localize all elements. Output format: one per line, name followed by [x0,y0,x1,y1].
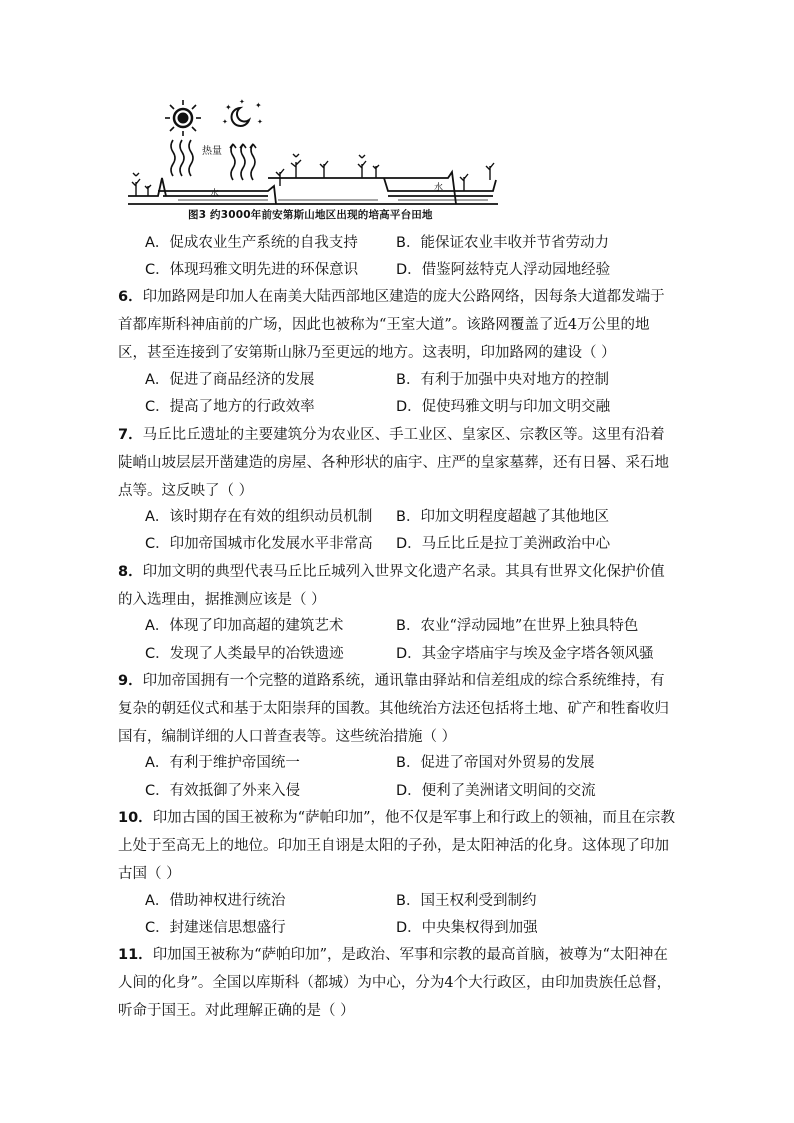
q8-stem: 8．印加文明的典型代表马丘比丘城列入世界文化遗产名录。其具有世界文化保护价值的入选理由，据推测应该是（ ） [118,564,665,608]
q6-stem: 6．印加路网是印加人在南美大陆西部地区建造的庞大公路网络，因每条大道都发端于首都库斯科神庙前的广场，因此也被称为“王室大道”。该路网覆盖了近4万公里的地区，甚至连接到了安第斯山脉乃至更远的地方。这表明，印加路网的建设（ ） [118,289,665,361]
q5-option-c[interactable]: C．体现玛雅文明先进的环保意识 [145,262,359,278]
q5-option-d[interactable]: D．借鉴阿兹特克人浮动园地经验 [396,262,611,278]
q6-option-b[interactable]: B．有利于加强中央对地方的控制 [396,372,609,388]
q10-option-b[interactable]: B．国王权利受到制约 [396,893,537,909]
q5-option-b[interactable]: B．能保证农业丰收并节省劳动力 [396,235,609,251]
q7-option-c[interactable]: C．印加帝国城市化发展水平非常高 [145,536,373,552]
q8-option-d[interactable]: D．其金字塔庙宇与埃及金字塔各领风骚 [396,646,654,662]
q10-option-d[interactable]: D．中央集权得到加强 [396,920,538,936]
svg-text:✦: ✦ [239,98,245,106]
svg-text:✦: ✦ [255,101,262,110]
q9-option-c[interactable]: C．有效抵御了外来入侵 [145,783,301,799]
q11-stem: 11．印加国王被称为“萨帕印加”，是政治、军事和宗教的最高首脑，被尊为“太阳神在人间的化身”。全国以库斯科（都城）为中心，分为4个大行政区，由印加贵族任总督，听命于国王。对此理解正确的是（ ） [118,947,672,1019]
water-label-right: 水 [434,183,444,193]
moon-icon [222,98,263,126]
q6-option-c[interactable]: C．提高了地方的行政效率 [145,399,315,415]
q7-option-a[interactable]: A．该时期存在有效的组织动员机制 [145,509,373,525]
svg-text:✦: ✦ [257,118,263,126]
q10-option-a[interactable]: A．借助神权进行统治 [145,893,286,909]
heat-label: 热量 [202,146,222,157]
figure-caption: 图3 约3000年前安第斯山地区出现的培高平台田地 [188,209,433,221]
q6-option-a[interactable]: A．促进了商品经济的发展 [145,372,315,388]
q10-stem: 10．印加古国的国王被称为“萨帕印加”，他不仅是军事上和行政上的领袖，而且在宗教上处于至高无上的地位。印加王自诩是太阳的子孙，是太阳神活的化身。这体现了印加古国（ ） [118,810,676,882]
q8-option-c[interactable]: C．发现了人类最早的冶铁遗迹 [145,646,344,662]
q10-option-c[interactable]: C．封建迷信思想盛行 [145,920,286,936]
q5-option-a[interactable]: A．促成农业生产系统的自我支持 [145,235,358,251]
q9-stem: 9．印加帝国拥有一个完整的道路系统，通讯靠由驿站和信差组成的综合系统维持，有复杂的朝廷仪式和基于太阳崇拜的国教。其他统治方法还包括将土地、矿产和牲畜收归国有，编制详细的人口普查表等。这些统治措施（ ） [118,673,669,745]
q8-option-b[interactable]: B．农业“浮动园地”在世界上独具特色 [396,618,639,634]
water-label-left: 水 [210,189,220,199]
q7-option-b[interactable]: B．印加文明程度超越了其他地区 [396,509,609,525]
q9-option-a[interactable]: A．有利于维护帝国统一 [145,755,300,771]
q8-option-a[interactable]: A．体现了印加高超的建筑艺术 [145,618,344,634]
sun-icon [165,100,201,136]
q7-option-d[interactable]: D．马丘比丘是拉丁美洲政治中心 [396,536,611,552]
q9-option-d[interactable]: D．便利了美洲诸文明间的交流 [396,783,596,799]
q6-option-d[interactable]: D．促使玛雅文明与印加文明交融 [396,399,611,415]
q9-option-b[interactable]: B．促进了帝国对外贸易的发展 [396,755,595,771]
svg-text:✦: ✦ [222,118,228,126]
q7-stem: 7．马丘比丘遗址的主要建筑分为农业区、手工业区、皇家区、宗教区等。这里有沿着陡峭山坡层层开凿建造的房屋、各种形状的庙宇、庄严的皇家墓葬，还有日晷、采石地点等。这反映了（ ） [118,427,669,499]
svg-text:✦: ✦ [225,103,232,112]
